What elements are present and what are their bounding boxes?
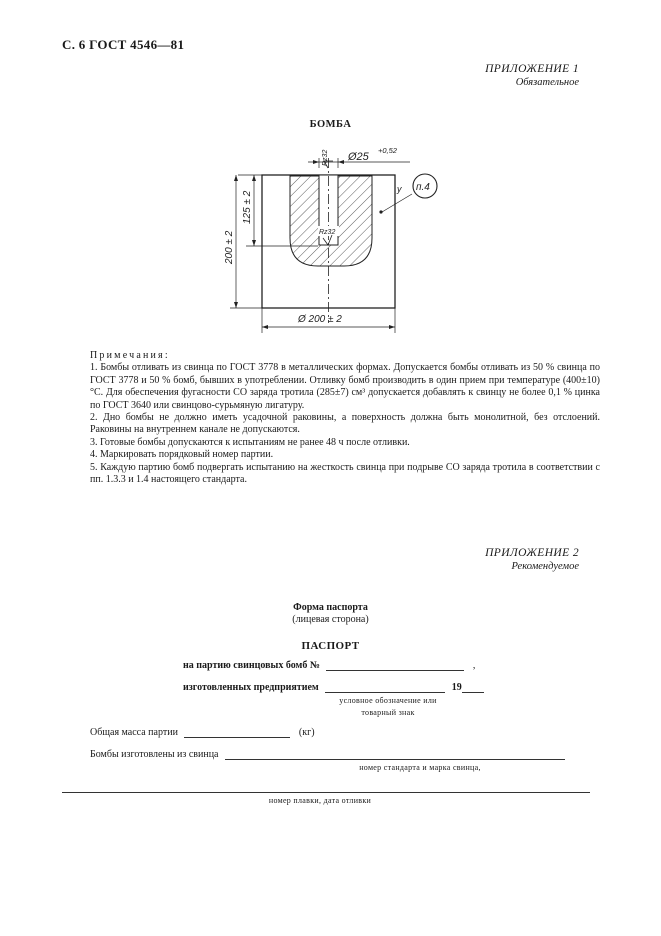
year-label: 19	[451, 682, 462, 693]
height-label: 200 ± 2	[224, 230, 235, 264]
made-caption	[328, 696, 448, 717]
appendix-2-subtitle: Рекомендуемое	[511, 561, 579, 572]
tolerance-top-label: +0,52	[378, 146, 397, 155]
notes-block	[90, 350, 600, 486]
mass-row	[90, 727, 315, 738]
year-field[interactable]	[462, 682, 484, 693]
note-5: 5. Каждую партию бомб подвергать испытанию на жесткость свинца при подрыве СО заряда тротила в соответствии с пп. 1.3.3 и 1.4 настоящего стандарта.	[90, 461, 600, 486]
notes-heading: Примечания:	[90, 350, 170, 361]
rz-top-label: Rz32	[322, 149, 329, 166]
batch-label: на партию свинцовых бомб №	[183, 660, 320, 671]
diameter-bottom-label: Ø 200 ± 2	[298, 314, 342, 325]
note-2: 2. Дно бомбы не должно иметь усадочной раковины, а поверхность должна быть монолитной, без отслоений. Раковины на внутреннем канале не допускаются.	[90, 412, 600, 436]
passport-title: ПАСПОРТ	[301, 640, 360, 652]
lead-field[interactable]	[225, 749, 565, 760]
appendix-2-label	[485, 546, 579, 574]
note-1: 1. Бомбы отливать из свинца по ГОСТ 3778 в металлических формах. Допускается бомбы отливать из 50 % свинца по ГОСТ 3778 и 50 % бомб, бывших в употреблении. Отливку бомб производить в один прием при температуре (400±10) °С. Для обеспечения фугасности СО заряда тротила (285±7) см³ допускается добавлять к свинцу не более 0,1 % цинка по ГОСТ 3640 или свинцово-сурьмяную лигатуру.	[90, 362, 600, 411]
diameter-top-label: Ø25	[348, 151, 369, 163]
appendix-1-label	[485, 62, 579, 90]
roughness-y-label: y	[397, 184, 402, 194]
mass-label: Общая масса партии	[90, 727, 178, 738]
depth-label: 125 ± 2	[242, 190, 253, 224]
note-3: 3. Готовые бомбы допускаются к испытаниям не ранее 48 ч после отливки.	[90, 436, 410, 448]
form-title: Форма паспорта	[293, 602, 368, 613]
bomb-drawing	[200, 138, 460, 338]
lead-caption: номер стандарта и марка свинца,	[359, 763, 481, 772]
appendix-1-title: ПРИЛОЖЕНИЕ 1	[485, 63, 579, 75]
drawing-title: БОМБА	[309, 119, 352, 130]
melt-field[interactable]	[62, 792, 590, 793]
page-header: С. 6 ГОСТ 4546—81	[62, 37, 185, 52]
melt-caption: номер плавки, дата отливки	[268, 796, 372, 805]
lead-row	[90, 749, 565, 760]
note-4: 4. Маркировать порядковый номер партии.	[90, 449, 274, 461]
batch-row	[183, 660, 475, 671]
made-label: изготовленных предприятием	[183, 682, 319, 693]
made-caption-2: товарный знак	[361, 708, 415, 717]
form-subtitle: (лицевая сторона)	[292, 614, 369, 625]
callout-leader	[382, 194, 412, 212]
appendix-2-title: ПРИЛОЖЕНИЕ 2	[485, 547, 579, 559]
mass-unit: (кг)	[298, 727, 315, 738]
made-row	[183, 682, 484, 693]
made-caption-1: условное обозначение или	[339, 696, 437, 705]
callout-label: п.4	[416, 182, 430, 193]
mass-field[interactable]	[184, 727, 290, 738]
rz-bottom-label: Rz32	[319, 229, 336, 236]
batch-number-field[interactable]	[326, 660, 464, 671]
batch-comma: ,	[472, 660, 476, 671]
lead-label: Бомбы изготовлены из свинца	[90, 749, 219, 760]
manufacturer-field[interactable]	[325, 682, 445, 693]
appendix-1-subtitle: Обязательное	[515, 77, 579, 88]
